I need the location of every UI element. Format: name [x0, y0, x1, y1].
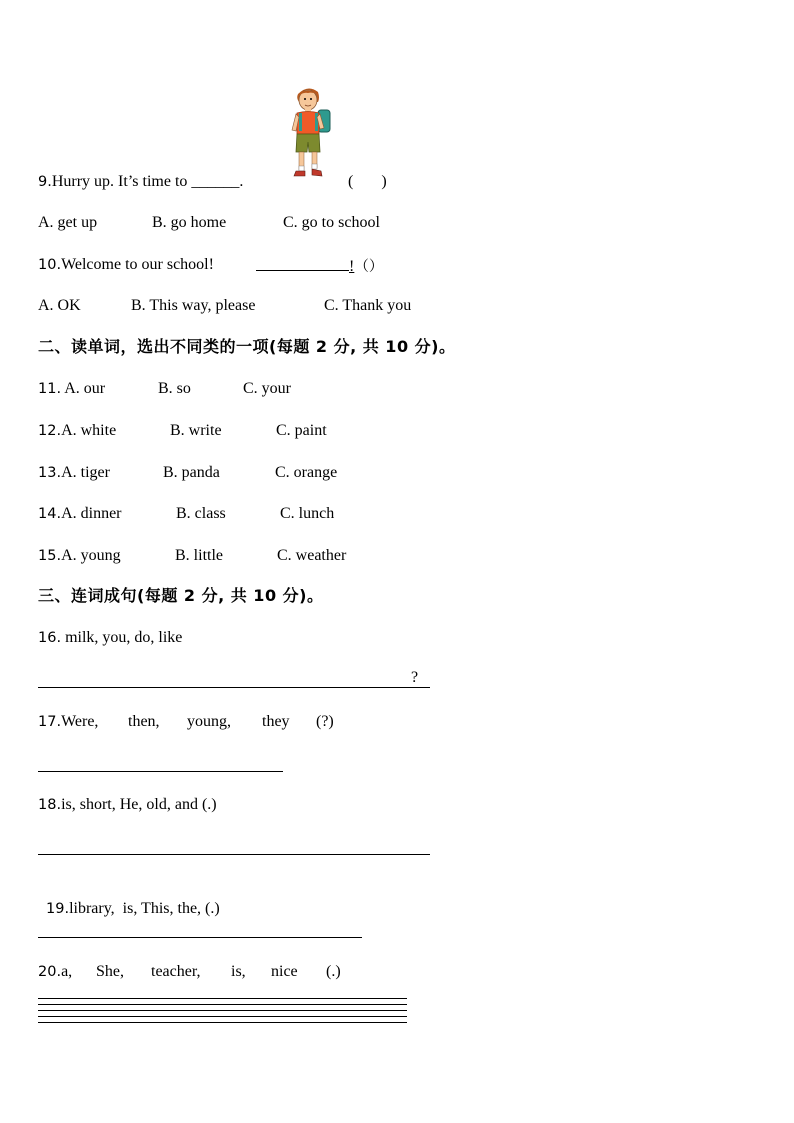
writing-line [38, 1010, 407, 1011]
option-c: C. weather [277, 547, 347, 564]
question-mark: ? [411, 669, 419, 686]
option-b: B. write [170, 422, 222, 439]
question-number: 14. [38, 506, 62, 522]
option-a: A. OK [38, 297, 81, 314]
question-words: is, short, He, old, and (.) [61, 796, 217, 813]
boy-with-backpack-illustration [288, 84, 336, 184]
boy-with-backpack-icon [288, 84, 336, 184]
option-a: A. dinner [61, 505, 122, 522]
answer-line [38, 937, 362, 938]
word: (?) [316, 713, 334, 730]
question-number: 18. [38, 797, 62, 813]
option-c: C. lunch [280, 505, 335, 522]
option-c: C. your [243, 380, 291, 397]
question-number: 15. [38, 548, 62, 564]
question-number: 13. [38, 465, 62, 481]
question-words: milk, you, do, like [65, 629, 183, 646]
question-number: 16. [38, 630, 62, 646]
question-18 [38, 795, 217, 815]
question-text: Hurry up. It’s time to [51, 173, 188, 190]
option-b: B. panda [163, 464, 220, 481]
writing-line [38, 1016, 407, 1017]
question-words: library, is, This, the, (.) [69, 900, 220, 917]
answer-blank: ______ [191, 173, 240, 190]
option-b: B. little [175, 547, 223, 564]
word: (.) [326, 963, 341, 980]
option-b: B. so [158, 380, 191, 397]
answer-line [38, 771, 283, 772]
word: young, [187, 713, 231, 730]
question-number: 17. [38, 714, 62, 730]
question-text: Welcome to our school! [61, 256, 214, 273]
answer-blank [256, 255, 383, 277]
question-number: 20. [38, 964, 62, 980]
writing-line [38, 998, 407, 999]
writing-line [38, 1022, 407, 1023]
question-number: 19. [46, 901, 70, 917]
option-a: A. young [61, 547, 121, 564]
question-9 [38, 172, 243, 192]
option-b: B. class [176, 505, 226, 522]
section-2-heading: 二、读单词，选出不同类的一项(每题 2 分, 共 10 分)。 [38, 337, 456, 356]
answer-line [38, 687, 430, 688]
option-a: A. get up [38, 214, 98, 231]
answer-paren: （） [354, 259, 384, 275]
word: is, [231, 963, 246, 980]
word: they [262, 713, 290, 730]
option-c: C. orange [275, 464, 338, 481]
word: She, [96, 963, 124, 980]
answer-paren: ( ) [348, 173, 387, 190]
word: teacher, [151, 963, 201, 980]
word: nice [271, 963, 298, 980]
writing-line [38, 1004, 407, 1005]
question-number: 10. [38, 257, 62, 273]
question-10 [38, 255, 214, 275]
option-a: A. white [61, 422, 117, 439]
option-a: A. tiger [61, 464, 110, 481]
question-19 [38, 879, 220, 919]
question-end: . [239, 173, 244, 190]
answer-line [38, 854, 430, 855]
option-c: C. Thank you [324, 297, 412, 314]
word: then, [128, 713, 160, 730]
question-16 [38, 628, 182, 648]
question-number: 12. [38, 423, 62, 439]
question-number: 11. [38, 381, 62, 397]
word: a, [61, 963, 73, 980]
option-b: B. go home [152, 214, 227, 231]
question-number: 9. [38, 174, 52, 190]
option-a: A. our [64, 380, 106, 397]
option-c: C. go to school [283, 214, 380, 231]
word: Were, [61, 713, 99, 730]
option-c: C. paint [276, 422, 327, 439]
question-end: ! [349, 258, 355, 275]
section-3-heading: 三、连词成句(每题 2 分, 共 10 分)。 [38, 586, 324, 605]
option-b: B. This way, please [131, 297, 256, 314]
